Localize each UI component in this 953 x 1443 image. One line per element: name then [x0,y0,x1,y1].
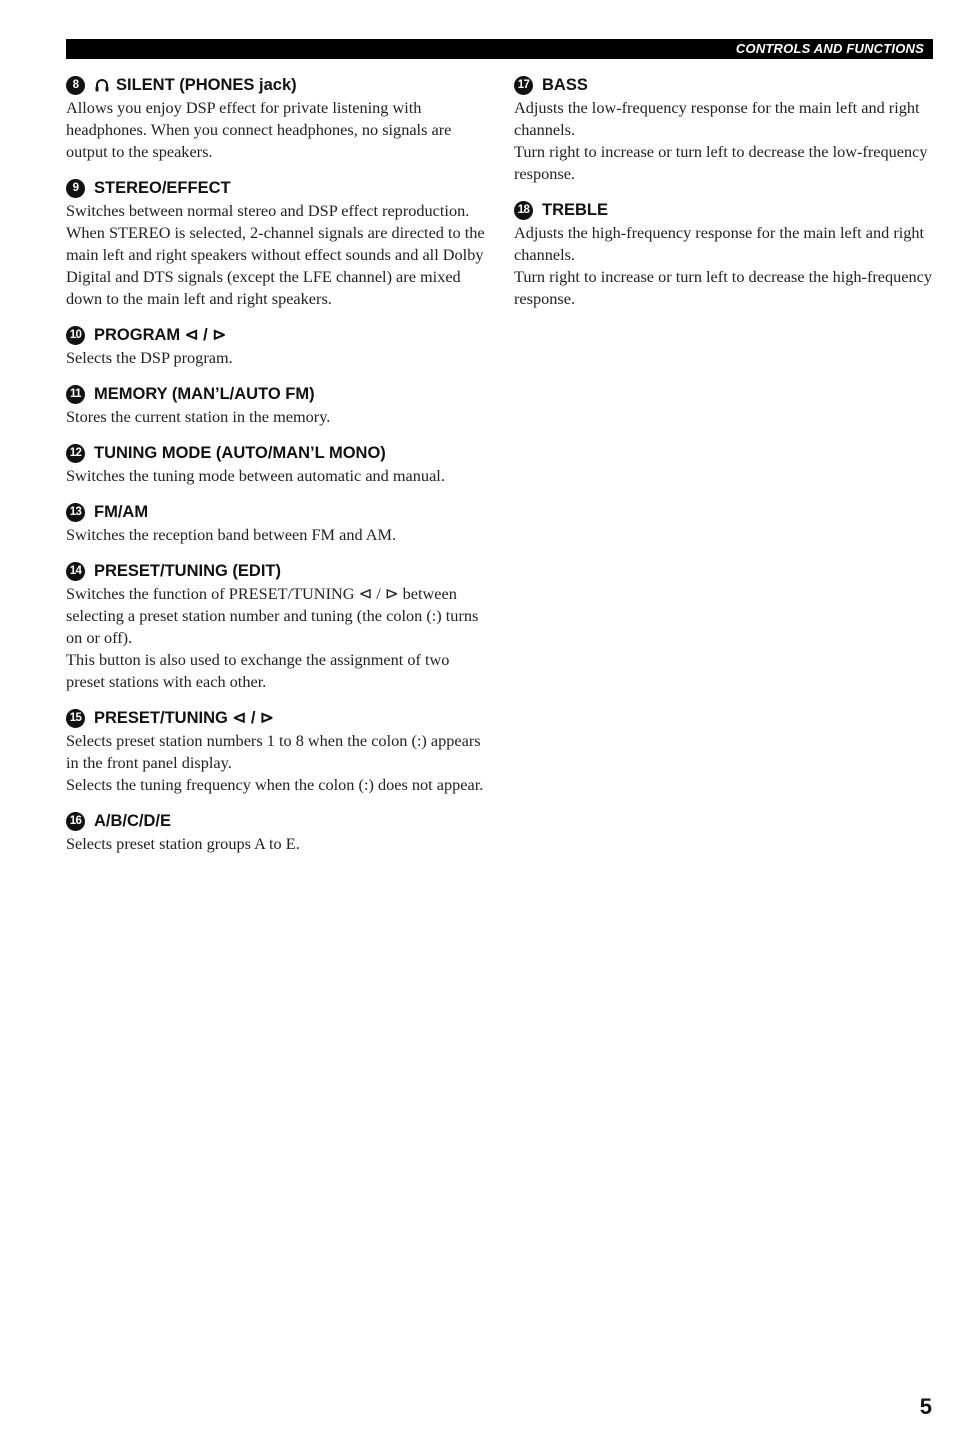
section-paragraph: Switches the reception band between FM and AM. [66,525,397,544]
section-memory [66,383,491,428]
section-title: PROGRAM ⊲ / ⊳ [94,326,227,344]
section-title: TUNING MODE (AUTO/MAN’L MONO) [94,444,386,462]
section-title: FM/AM [94,503,149,521]
item-number-badge: 8 [66,76,85,95]
item-number-badge: 16 [66,812,85,831]
page-number: 5 [919,1394,932,1419]
section-paragraph: Selects preset station groups A to E. [66,834,300,853]
section-body [66,406,491,428]
section-title: TREBLE [542,201,608,219]
section-heading [66,810,491,832]
section-paragraph: Switches between normal stereo and DSP effect reproduction. When STEREO is selected, 2-channel signals are directed to the main left and right speakers without effect sounds and all Dolby Digital and DTS signals (except the LFE channel) are mixed down to the main left and right speakers. [66,201,485,308]
section-header-bar [66,39,933,59]
section-title: A/B/C/D/E [94,812,172,830]
item-number-badge: 15 [66,709,85,728]
item-number-badge: 13 [66,503,85,522]
section-body [66,833,491,855]
section-abcde [66,810,491,855]
section-tuning-mode [66,442,491,487]
item-number-badge: 17 [514,76,533,95]
section-paragraph: Switches the tuning mode between automatic and manual. [66,466,445,485]
section-body [66,200,491,310]
section-heading [66,177,491,199]
section-title: PRESET/TUNING ⊲ / ⊳ [94,709,274,727]
section-body [66,730,491,796]
section-program [66,324,491,369]
item-number-badge: 12 [66,444,85,463]
right-column [514,74,934,324]
section-heading [66,74,491,96]
item-number-badge: 18 [514,201,533,220]
section-heading [514,199,934,221]
section-preset-tuning-edit [66,560,491,693]
section-body [66,347,491,369]
section-body [66,97,491,163]
section-silent [66,74,491,163]
item-number-badge: 14 [66,562,85,581]
item-number-badge: 10 [66,326,85,345]
section-heading [66,383,491,405]
item-number-badge: 9 [66,179,85,198]
section-body [514,222,934,310]
section-fm-am [66,501,491,546]
section-paragraph: Allows you enjoy DSP effect for private listening with headphones. When you connect headphones, no signals are output to the speakers. [66,98,452,161]
section-paragraph: Turn right to increase or turn left to decrease the low-frequency response. [514,142,928,183]
left-column [66,74,491,869]
section-body [66,465,491,487]
section-preset-tuning [66,707,491,796]
section-paragraph: Switches the function of PRESET/TUNING ⊲ / ⊳ between selecting a preset station number and tuning (the colon (:) turns on or off). [66,584,479,647]
item-number-badge: 11 [66,385,85,404]
section-bass [514,74,934,185]
section-paragraph: Selects the tuning frequency when the colon (:) does not appear. [66,775,484,794]
section-heading [66,707,491,729]
section-heading [66,442,491,464]
section-paragraph: Selects the DSP program. [66,348,233,367]
section-paragraph: Selects preset station numbers 1 to 8 when the colon (:) appears in the front panel display. [66,731,481,772]
section-title: STEREO/EFFECT [94,179,231,197]
section-body [66,524,491,546]
section-stereo-effect [66,177,491,310]
section-body [514,97,934,185]
section-treble [514,199,934,310]
section-heading [66,501,491,523]
section-heading [514,74,934,96]
section-paragraph: Turn right to increase or turn left to decrease the high-frequency response. [514,267,933,308]
section-body [66,583,491,693]
section-paragraph: Adjusts the low-frequency response for the main left and right channels. [514,98,920,139]
section-title: MEMORY (MAN’L/AUTO FM) [94,385,315,403]
section-title: PRESET/TUNING (EDIT) [94,562,282,580]
section-paragraph: Stores the current station in the memory. [66,407,331,426]
section-header-title: CONTROLS AND FUNCTIONS [735,41,924,56]
section-paragraph: This button is also used to exchange the assignment of two preset stations with each other. [66,650,450,691]
section-title: BASS [542,76,588,94]
headphones-icon [94,77,110,93]
section-paragraph: Adjusts the high-frequency response for the main left and right channels. [514,223,925,264]
section-heading [66,560,491,582]
section-title: SILENT (PHONES jack) [116,76,297,94]
section-heading [66,324,491,346]
